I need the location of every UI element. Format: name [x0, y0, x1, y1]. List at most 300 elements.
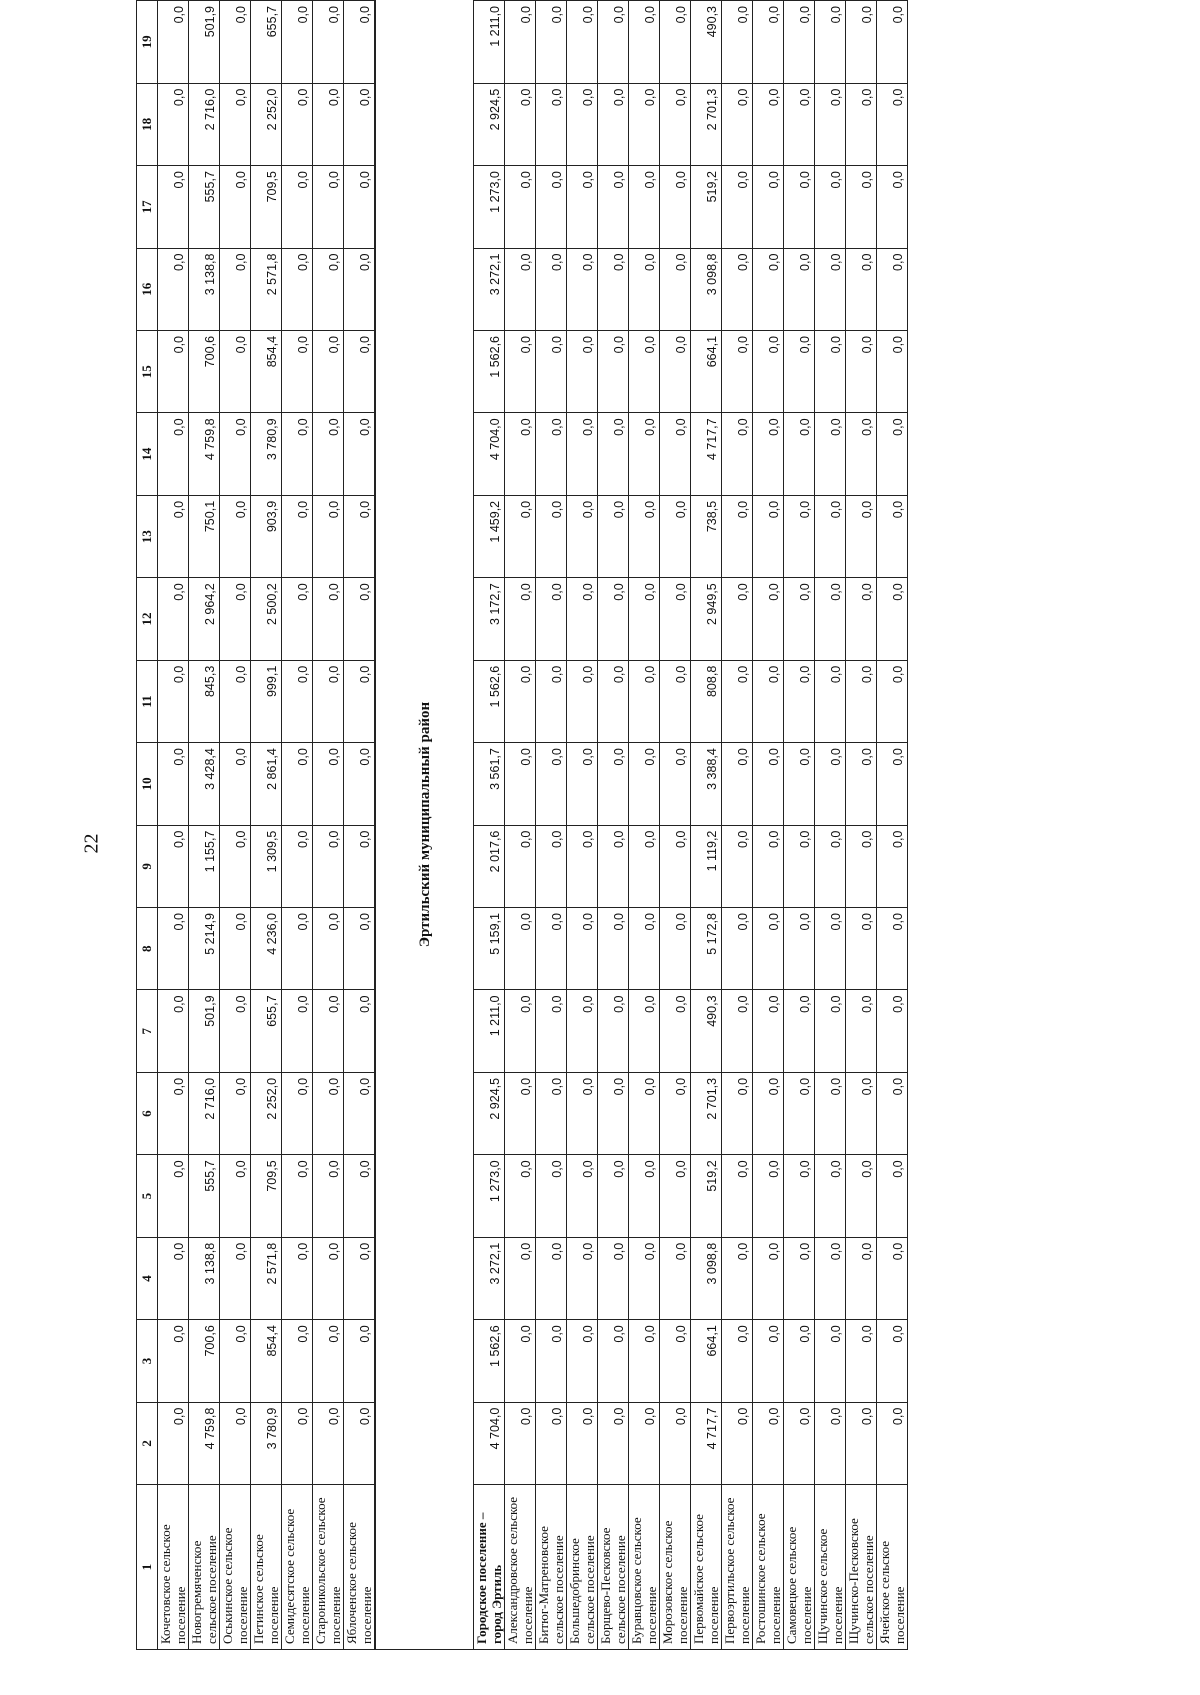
value-cell: 0,0: [313, 1, 344, 84]
value-cell: 0,0: [877, 248, 908, 330]
column-header: 1: [137, 1485, 158, 1650]
value-cell: 0,0: [536, 908, 567, 990]
value-cell: 0,0: [722, 825, 753, 907]
value-cell: 0,0: [282, 166, 313, 248]
value-cell: 0,0: [220, 825, 251, 907]
value-cell: 0,0: [784, 1072, 815, 1154]
column-header: 3: [137, 1320, 158, 1402]
value-cell: 0,0: [344, 1072, 375, 1154]
value-cell: 0,0: [344, 330, 375, 412]
value-cell: 0,0: [753, 248, 784, 330]
value-cell: 0,0: [567, 743, 598, 825]
column-header: 18: [137, 83, 158, 165]
value-cell: 0,0: [846, 908, 877, 990]
value-cell: 0,0: [567, 330, 598, 412]
value-cell: 0,0: [753, 578, 784, 660]
value-cell: 0,0: [660, 660, 691, 742]
column-header: 17: [137, 166, 158, 248]
value-cell: 0,0: [815, 83, 846, 165]
value-cell: 0,0: [536, 166, 567, 248]
value-cell: 0,0: [220, 495, 251, 577]
value-cell: 0,0: [815, 1402, 846, 1484]
value-cell: 0,0: [629, 1402, 660, 1484]
value-cell: 0,0: [784, 413, 815, 495]
value-cell: 0,0: [846, 660, 877, 742]
value-cell: 0,0: [220, 248, 251, 330]
settlement-name: Новогремяченское сельское поселение: [189, 1485, 220, 1650]
value-cell: 0,0: [846, 578, 877, 660]
value-cell: 664,1: [691, 330, 722, 412]
settlement-name: Кочетовское сельское поселение: [158, 1485, 189, 1650]
settlement-name: Петинское сельское поселение: [251, 1485, 282, 1650]
value-cell: 4 759,8: [189, 1402, 220, 1484]
value-cell: 0,0: [282, 1155, 313, 1237]
value-cell: 0,0: [282, 578, 313, 660]
value-cell: 0,0: [158, 495, 189, 577]
value-cell: 0,0: [344, 83, 375, 165]
table-row: [815, 1, 846, 1650]
settlement-name: Битюг-Матреновское сельское поселение: [536, 1485, 567, 1650]
value-cell: 3 098,8: [691, 1237, 722, 1319]
value-cell: 0,0: [815, 1, 846, 84]
value-cell: 854,4: [251, 330, 282, 412]
table-row: [344, 1, 375, 1650]
value-cell: 0,0: [815, 660, 846, 742]
value-cell: 1 309,5: [251, 825, 282, 907]
column-header: 15: [137, 330, 158, 412]
value-cell: 0,0: [158, 1320, 189, 1402]
value-cell: 0,0: [567, 1, 598, 84]
value-cell: 0,0: [660, 990, 691, 1072]
value-cell: 1 155,7: [189, 825, 220, 907]
value-cell: 903,9: [251, 495, 282, 577]
value-cell: 0,0: [877, 1072, 908, 1154]
value-cell: 664,1: [691, 1320, 722, 1402]
value-cell: 0,0: [344, 660, 375, 742]
value-cell: 0,0: [220, 166, 251, 248]
value-cell: 0,0: [536, 660, 567, 742]
value-cell: 0,0: [220, 1402, 251, 1484]
column-header: 13: [137, 495, 158, 577]
value-cell: 2 701,3: [691, 83, 722, 165]
value-cell: 0,0: [753, 1, 784, 84]
value-cell: 0,0: [313, 1155, 344, 1237]
value-cell: 0,0: [158, 743, 189, 825]
settlement-name: Самовецкое сельское поселение: [784, 1485, 815, 1650]
value-cell: 0,0: [629, 413, 660, 495]
value-cell: 0,0: [629, 660, 660, 742]
value-cell: 0,0: [505, 990, 536, 1072]
value-cell: 4 704,0: [474, 1402, 505, 1484]
value-cell: 0,0: [220, 1, 251, 84]
settlement-name: Первомайское сельское поселение: [691, 1485, 722, 1650]
value-cell: 999,1: [251, 660, 282, 742]
value-cell: 2 252,0: [251, 83, 282, 165]
value-cell: 0,0: [598, 1237, 629, 1319]
value-cell: 0,0: [660, 1320, 691, 1402]
value-cell: 0,0: [598, 743, 629, 825]
table-row: [536, 1, 567, 1650]
value-cell: 0,0: [344, 1320, 375, 1402]
value-cell: 0,0: [815, 743, 846, 825]
value-cell: 1 562,6: [474, 1320, 505, 1402]
section-divider: [375, 0, 473, 1650]
value-cell: 0,0: [567, 578, 598, 660]
column-number-header-row: [137, 1, 158, 1650]
value-cell: 0,0: [282, 1320, 313, 1402]
value-cell: 1 211,0: [474, 1, 505, 84]
value-cell: 0,0: [313, 495, 344, 577]
value-cell: 0,0: [877, 1320, 908, 1402]
value-cell: 0,0: [629, 990, 660, 1072]
value-cell: 0,0: [629, 248, 660, 330]
value-cell: 0,0: [158, 1237, 189, 1319]
value-cell: 0,0: [344, 908, 375, 990]
value-cell: 1 119,2: [691, 825, 722, 907]
value-cell: 0,0: [598, 825, 629, 907]
value-cell: 0,0: [598, 1, 629, 84]
value-cell: 0,0: [158, 825, 189, 907]
value-cell: 0,0: [158, 578, 189, 660]
value-cell: 0,0: [567, 248, 598, 330]
value-cell: 0,0: [846, 1155, 877, 1237]
value-cell: 0,0: [660, 248, 691, 330]
value-cell: 0,0: [158, 660, 189, 742]
value-cell: 4 759,8: [189, 413, 220, 495]
value-cell: 0,0: [598, 1402, 629, 1484]
value-cell: 854,4: [251, 1320, 282, 1402]
value-cell: 0,0: [567, 166, 598, 248]
value-cell: 0,0: [158, 1155, 189, 1237]
rotated-page-content: [136, 0, 1136, 1650]
value-cell: 0,0: [846, 1072, 877, 1154]
value-cell: 0,0: [567, 825, 598, 907]
value-cell: 0,0: [598, 578, 629, 660]
value-cell: 0,0: [629, 495, 660, 577]
table-row: [691, 1, 722, 1650]
value-cell: 709,5: [251, 1155, 282, 1237]
value-cell: 1 273,0: [474, 1155, 505, 1237]
value-cell: 0,0: [282, 908, 313, 990]
value-cell: 0,0: [567, 1237, 598, 1319]
value-cell: 0,0: [536, 413, 567, 495]
value-cell: 0,0: [220, 578, 251, 660]
column-header: 9: [137, 825, 158, 907]
value-cell: 2 701,3: [691, 1072, 722, 1154]
value-cell: 2 924,5: [474, 83, 505, 165]
settlement-name: Ростошинское сельское поселение: [753, 1485, 784, 1650]
value-cell: 0,0: [629, 1, 660, 84]
value-cell: 0,0: [505, 166, 536, 248]
value-cell: 0,0: [722, 578, 753, 660]
value-cell: 655,7: [251, 1, 282, 84]
value-cell: 0,0: [660, 908, 691, 990]
value-cell: 0,0: [598, 83, 629, 165]
value-cell: 0,0: [784, 1320, 815, 1402]
value-cell: 0,0: [660, 413, 691, 495]
value-cell: 0,0: [846, 1, 877, 84]
value-cell: 0,0: [629, 1237, 660, 1319]
value-cell: 0,0: [722, 1072, 753, 1154]
table-row: [505, 1, 536, 1650]
value-cell: 0,0: [158, 1072, 189, 1154]
value-cell: 0,0: [282, 660, 313, 742]
value-cell: 0,0: [282, 1237, 313, 1319]
value-cell: 0,0: [815, 166, 846, 248]
value-cell: 0,0: [629, 1155, 660, 1237]
value-cell: 0,0: [722, 166, 753, 248]
value-cell: 0,0: [660, 83, 691, 165]
settlement-name: Первоэртильское сельское поселение: [722, 1485, 753, 1650]
value-cell: 0,0: [282, 990, 313, 1072]
value-cell: 2 924,5: [474, 1072, 505, 1154]
value-cell: 0,0: [344, 743, 375, 825]
value-cell: 0,0: [629, 743, 660, 825]
table-row: [567, 1, 598, 1650]
value-cell: 0,0: [629, 83, 660, 165]
value-cell: 2 500,2: [251, 578, 282, 660]
settlement-name: Морозовское сельское поселение: [660, 1485, 691, 1650]
value-cell: 0,0: [536, 248, 567, 330]
value-cell: 0,0: [567, 1320, 598, 1402]
value-cell: 0,0: [313, 413, 344, 495]
value-cell: 0,0: [846, 495, 877, 577]
value-cell: 0,0: [598, 413, 629, 495]
value-cell: 0,0: [815, 248, 846, 330]
value-cell: 0,0: [282, 248, 313, 330]
value-cell: 0,0: [877, 908, 908, 990]
value-cell: 0,0: [660, 166, 691, 248]
value-cell: 3 428,4: [189, 743, 220, 825]
value-cell: 2 571,8: [251, 248, 282, 330]
value-cell: 0,0: [753, 1320, 784, 1402]
table-row: [251, 1, 282, 1650]
value-cell: 0,0: [598, 1155, 629, 1237]
value-cell: 2 716,0: [189, 1072, 220, 1154]
value-cell: 0,0: [753, 1237, 784, 1319]
table-row: [660, 1, 691, 1650]
value-cell: 0,0: [567, 83, 598, 165]
value-cell: 0,0: [536, 825, 567, 907]
table-row: [474, 1, 505, 1650]
value-cell: 0,0: [815, 1237, 846, 1319]
value-cell: 0,0: [536, 495, 567, 577]
value-cell: 0,0: [220, 413, 251, 495]
value-cell: 1 273,0: [474, 166, 505, 248]
value-cell: 5 214,9: [189, 908, 220, 990]
value-cell: 0,0: [877, 660, 908, 742]
settlement-name: Семидесятское сельское поселение: [282, 1485, 313, 1650]
value-cell: 0,0: [815, 825, 846, 907]
value-cell: 0,0: [660, 1237, 691, 1319]
value-cell: 5 159,1: [474, 908, 505, 990]
value-cell: 4 236,0: [251, 908, 282, 990]
settlement-name: Щучинско-Песковское сельское поселение: [846, 1485, 877, 1650]
value-cell: 0,0: [846, 1320, 877, 1402]
value-cell: 0,0: [846, 166, 877, 248]
value-cell: 0,0: [784, 495, 815, 577]
value-cell: 0,0: [220, 908, 251, 990]
value-cell: 0,0: [877, 1237, 908, 1319]
value-cell: 0,0: [877, 83, 908, 165]
value-cell: 0,0: [505, 1237, 536, 1319]
value-cell: 0,0: [313, 248, 344, 330]
value-cell: 0,0: [722, 990, 753, 1072]
value-cell: 0,0: [877, 743, 908, 825]
value-cell: 5 172,8: [691, 908, 722, 990]
value-cell: 0,0: [282, 1402, 313, 1484]
value-cell: 0,0: [877, 990, 908, 1072]
value-cell: 0,0: [567, 990, 598, 1072]
value-cell: 808,8: [691, 660, 722, 742]
value-cell: 501,9: [189, 990, 220, 1072]
value-cell: 0,0: [220, 1320, 251, 1402]
value-cell: 0,0: [158, 990, 189, 1072]
page-number: 22: [80, 833, 103, 854]
value-cell: 0,0: [344, 825, 375, 907]
value-cell: 0,0: [815, 908, 846, 990]
settlement-name: Александровское сельское поселение: [505, 1485, 536, 1650]
value-cell: 0,0: [846, 825, 877, 907]
value-cell: 0,0: [598, 990, 629, 1072]
value-cell: 3 098,8: [691, 248, 722, 330]
value-cell: 0,0: [815, 1320, 846, 1402]
table-row: [784, 1, 815, 1650]
value-cell: 0,0: [536, 990, 567, 1072]
value-cell: 0,0: [505, 83, 536, 165]
value-cell: 4 717,7: [691, 413, 722, 495]
value-cell: 519,2: [691, 166, 722, 248]
value-cell: 0,0: [753, 1155, 784, 1237]
value-cell: 0,0: [344, 495, 375, 577]
value-cell: 0,0: [505, 330, 536, 412]
value-cell: 0,0: [313, 825, 344, 907]
value-cell: 0,0: [158, 413, 189, 495]
value-cell: 0,0: [753, 1072, 784, 1154]
value-cell: 0,0: [722, 743, 753, 825]
value-cell: 0,0: [536, 743, 567, 825]
value-cell: 1 562,6: [474, 330, 505, 412]
value-cell: 0,0: [784, 990, 815, 1072]
settlement-name: Оськинское сельское поселение: [220, 1485, 251, 1650]
value-cell: 0,0: [846, 248, 877, 330]
settlement-name: Щучинское сельское поселение: [815, 1485, 846, 1650]
value-cell: 1 211,0: [474, 990, 505, 1072]
value-cell: 3 272,1: [474, 1237, 505, 1319]
settlement-name: Большедобринское сельское поселение: [567, 1485, 598, 1650]
value-cell: 0,0: [505, 413, 536, 495]
value-cell: 0,0: [567, 1402, 598, 1484]
value-cell: 0,0: [846, 330, 877, 412]
value-cell: 555,7: [189, 166, 220, 248]
value-cell: 0,0: [158, 330, 189, 412]
value-cell: 0,0: [660, 1072, 691, 1154]
value-cell: 0,0: [598, 330, 629, 412]
value-cell: 0,0: [877, 1402, 908, 1484]
value-cell: 0,0: [313, 1237, 344, 1319]
value-cell: 845,3: [189, 660, 220, 742]
table-row: [846, 1, 877, 1650]
value-cell: 0,0: [846, 1402, 877, 1484]
value-cell: 0,0: [877, 413, 908, 495]
column-header: 14: [137, 413, 158, 495]
value-cell: 0,0: [815, 1155, 846, 1237]
value-cell: 0,0: [815, 495, 846, 577]
value-cell: 0,0: [753, 330, 784, 412]
column-header: 16: [137, 248, 158, 330]
value-cell: 0,0: [660, 1155, 691, 1237]
value-cell: 709,5: [251, 166, 282, 248]
value-cell: 0,0: [598, 1320, 629, 1402]
settlements-table-ertil: [473, 0, 908, 1650]
value-cell: 0,0: [505, 1155, 536, 1237]
value-cell: 0,0: [536, 1237, 567, 1319]
value-cell: 0,0: [877, 330, 908, 412]
value-cell: 3 780,9: [251, 413, 282, 495]
column-header: 8: [137, 908, 158, 990]
value-cell: 0,0: [722, 413, 753, 495]
value-cell: 0,0: [660, 743, 691, 825]
value-cell: 0,0: [722, 1402, 753, 1484]
value-cell: 0,0: [344, 1155, 375, 1237]
column-header: 19: [137, 1, 158, 84]
value-cell: 0,0: [815, 578, 846, 660]
column-header: 4: [137, 1237, 158, 1319]
value-cell: 0,0: [505, 495, 536, 577]
value-cell: 0,0: [344, 1237, 375, 1319]
value-cell: 0,0: [536, 1320, 567, 1402]
value-cell: 0,0: [282, 83, 313, 165]
value-cell: 0,0: [536, 330, 567, 412]
value-cell: 2 716,0: [189, 83, 220, 165]
value-cell: 0,0: [722, 248, 753, 330]
table-row: [877, 1, 908, 1650]
value-cell: 0,0: [158, 1402, 189, 1484]
value-cell: 0,0: [660, 825, 691, 907]
value-cell: 0,0: [313, 83, 344, 165]
value-cell: 0,0: [598, 660, 629, 742]
value-cell: 0,0: [536, 83, 567, 165]
settlement-name: Яблоченское сельское поселение: [344, 1485, 375, 1650]
value-cell: 0,0: [505, 908, 536, 990]
value-cell: 0,0: [722, 660, 753, 742]
table-row: [282, 1, 313, 1650]
value-cell: 0,0: [629, 1072, 660, 1154]
value-cell: 0,0: [722, 908, 753, 990]
settlement-name: Буравцовское сельское поселение: [629, 1485, 660, 1650]
value-cell: 3 138,8: [189, 248, 220, 330]
value-cell: 0,0: [567, 413, 598, 495]
value-cell: 0,0: [753, 83, 784, 165]
value-cell: 0,0: [158, 248, 189, 330]
value-cell: 0,0: [505, 1320, 536, 1402]
value-cell: 0,0: [505, 1072, 536, 1154]
value-cell: 0,0: [220, 330, 251, 412]
value-cell: 0,0: [815, 330, 846, 412]
value-cell: 0,0: [877, 166, 908, 248]
column-header: 7: [137, 990, 158, 1072]
value-cell: 0,0: [282, 743, 313, 825]
value-cell: 2 949,5: [691, 578, 722, 660]
value-cell: 3 138,8: [189, 1237, 220, 1319]
value-cell: 0,0: [505, 248, 536, 330]
value-cell: 501,9: [189, 1, 220, 84]
value-cell: 0,0: [282, 1072, 313, 1154]
value-cell: 519,2: [691, 1155, 722, 1237]
value-cell: 0,0: [660, 330, 691, 412]
column-header: 11: [137, 660, 158, 742]
value-cell: 738,5: [691, 495, 722, 577]
